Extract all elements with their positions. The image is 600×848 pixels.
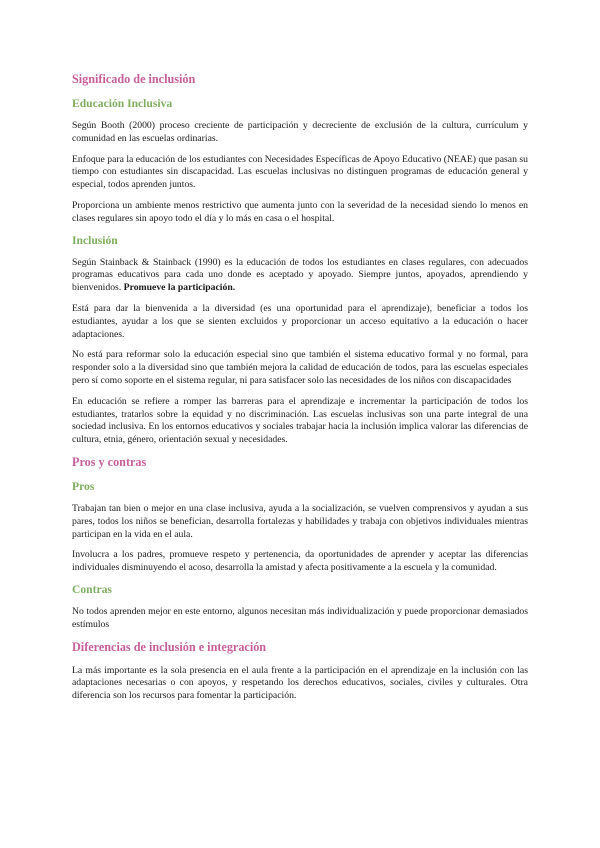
paragraph: Enfoque para la educación de los estudiantes con Necesidades Específicas de Apoyo Educativo (NEAE) que pasan su tiempo con estudiantes sin discapacidad. Las escuelas inclusivas no distinguen programas de educación general y especial, todos aprenden juntos. xyxy=(72,153,528,191)
paragraph: Según Booth (2000) proceso creciente de participación y decreciente de exclusión de la cultura, currículum y comunidad en las escuelas ordinarias. xyxy=(72,120,528,144)
paragraph: No está para reformar solo la educación especial sino que también el sistema educativo formal y no formal, para responder solo a la diversidad sino que también mejora la calidad de educación de todos, para las escuelas especiales pero sí como soporte en el sistema regular, ni para satisfacer solo las necesidades de los niños con discapacidades xyxy=(72,349,528,386)
paragraph: No todos aprenden mejor en este entorno, algunos necesitan más individualización y puede proporcionar demasiados estímulos xyxy=(72,605,528,630)
paragraph: Proporciona un ambiente menos restrictivo que aumenta junto con la severidad de la necesidad siendo lo menos en clases regulares sin apoyo todo el día y lo más en casa o el hospital. xyxy=(72,199,528,224)
paragraph: Está para dar la bienvenida a la diversidad (es una oportunidad para el aprendizaje), beneficiar a todos los estudiantes, ayudar a los que se sienten excluidos y proporcionar un acceso equitativo a la educación o hacer adaptaciones. xyxy=(72,302,528,340)
paragraph xyxy=(72,257,528,295)
paragraph: Involucra a los padres, promueve respeto y pertenencia, da oportunidades de aprender y aceptar las diferencias individuales disminuyendo el acoso, desarrolla la amistad y afecta positivamente a la escuela y la comunidad. xyxy=(72,549,528,574)
paragraph: La más importante es la sola presencia en el aula frente a la participación en el aprendizaje en la inclusión con las adaptaciones necesarias o con apoyos, y respetando los derechos educativos, sociales, civiles y culturales. Otra diferencia son los recursos para fomentar la participación. xyxy=(72,664,528,702)
heading-diferencias: Diferencias de inclusión e integración xyxy=(72,639,267,654)
paragraph: Trabajan tan bien o mejor en una clase inclusiva, ayuda a la socialización, se vuelven comprensivos y ayudan a sus pares, todos los niños se benefician, desarrolla fortalezas y habilidades y trabaja con objetivos individuales mientras participan en la vida en el aula. xyxy=(72,502,528,540)
bold-phrase: Promueve la participación. xyxy=(123,282,236,294)
paragraph-text: Según Stainback & Stainback (1990) es la educación de todos los estudiantes en clases regulares, con adecuados programas educativos para cada uno donde es aceptado y apoyado. Siempre juntos, apoyados, aprendiendo y bienvenidos. xyxy=(72,256,528,294)
heading-contras: Contras xyxy=(72,582,112,596)
heading-significado: Significado de inclusión xyxy=(72,72,196,86)
heading-educacion-inclusiva: Educación Inclusiva xyxy=(72,97,173,110)
heading-pros-y-contras: Pros y contras xyxy=(72,454,147,469)
heading-pros: Pros xyxy=(72,479,95,493)
paragraph: En educación se refiere a romper las barreras para el aprendizaje e incrementar la participación de todos los estudiantes, tratarlos sobre la equidad y no discriminación. Las escuelas inclusivas son una parte integral de una sociedad inclusiva. En los entornos educativos y sociales trabajar hacia la inclusión implica valorar las diferencias de cultura, etnia, género, orientación sexual y necesidades. xyxy=(72,395,528,446)
heading-inclusion: Inclusión xyxy=(72,233,118,247)
